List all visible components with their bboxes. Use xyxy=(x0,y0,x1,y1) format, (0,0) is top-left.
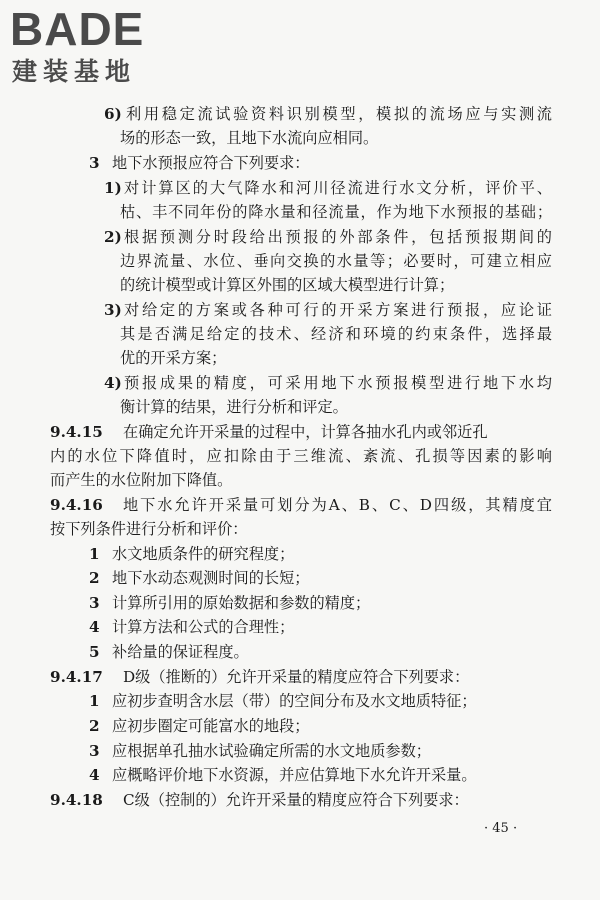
clause-number: 2 xyxy=(89,717,100,735)
clause-number: 6) xyxy=(104,105,122,123)
text-line: 应初步圈定可能富水的地段； xyxy=(112,717,310,735)
text-line: 应初步查明含水层（带）的空间分布及水文地质特征； xyxy=(112,692,477,710)
clause-number: 4 xyxy=(89,618,100,636)
text-line: 枯、丰不同年份的降水量和径流量，作为地下水预报的基础； xyxy=(120,203,553,221)
clause-number: 9.4.18 xyxy=(50,791,103,809)
text-line: C级（控制的）允许开采量的精度应符合下列要求： xyxy=(123,791,469,809)
text-line: 水文地质条件的研究程度； xyxy=(112,545,295,563)
clause-number: 1 xyxy=(89,692,100,710)
text-line: 根据预测分时段给出预报的外部条件，包括预报期间的 xyxy=(124,228,555,246)
clause-number: 3) xyxy=(104,301,122,319)
clause-number: 3 xyxy=(89,594,100,612)
clause-number: 4 xyxy=(89,766,100,784)
clause-number: 2 xyxy=(89,569,100,587)
clause-number: 1 xyxy=(89,545,100,563)
text-line: 计算所引用的原始数据和参数的精度； xyxy=(112,594,371,612)
text-line: 对给定的方案或各种可行的开采方案进行预报，应论证 xyxy=(124,301,555,319)
text-line: 预报成果的精度，可采用地下水预报模型进行地下水均 xyxy=(124,374,555,392)
text-line: 地下水预报应符合下列要求： xyxy=(112,154,310,172)
text-line: 地下水动态观测时间的长短； xyxy=(112,569,310,587)
text-line: 按下列条件进行分析和评价： xyxy=(50,520,248,538)
text-line: D级（推断的）允许开采量的精度应符合下列要求： xyxy=(123,668,470,686)
logo-wordmark: BADE xyxy=(10,3,145,55)
text-line: 补给量的保证程度。 xyxy=(112,643,249,661)
clause-number: 5 xyxy=(89,643,100,661)
text-line: 衡计算的结果，进行分析和评定。 xyxy=(120,398,348,416)
text-line: 场的形态一致，且地下水流向应相同。 xyxy=(120,129,379,147)
text-line: 边界流量、水位、垂向交换的水量等；必要时，可建立相应 xyxy=(120,252,554,270)
page-number: · 45 · xyxy=(484,821,518,836)
text-line: 计算方法和公式的合理性； xyxy=(112,618,295,636)
text-line: 其是否满足给定的技术、经济和环境的约束条件，选择最 xyxy=(120,325,555,343)
text-line: 利用稳定流试验资料识别模型，模拟的流场应与实测流 xyxy=(126,105,555,123)
clause-number: 9.4.15 xyxy=(50,423,103,441)
clause-number: 3 xyxy=(89,154,100,172)
clause-number: 2) xyxy=(104,228,122,246)
text-line: 应概略评价地下水资源，并应估算地下水允许开采量。 xyxy=(112,766,477,784)
text-line: 而产生的水位附加下降值。 xyxy=(50,471,233,489)
text-line: 对计算区的大气降水和河川径流进行水文分析，评价平、 xyxy=(124,179,555,197)
bade-logo xyxy=(10,4,180,88)
text-line: 的统计模型或计算区外围的区域大模型进行计算； xyxy=(120,276,455,294)
text-line: 内的水位下降值时，应扣除由于三维流、紊流、孔损等因素的影响 xyxy=(50,447,555,465)
text-line: 应根据单孔抽水试验确定所需的水文地质参数； xyxy=(112,742,431,760)
clause-number: 9.4.17 xyxy=(50,668,103,686)
logo-subtitle: 建装基地 xyxy=(12,57,137,86)
text-line: 优的开采方案； xyxy=(120,349,227,367)
clause-number: 9.4.16 xyxy=(50,496,103,514)
text-line: 在确定允许开采量的过程中，计算各抽水孔内或邻近孔 xyxy=(123,423,488,441)
clause-number: 1) xyxy=(104,179,122,197)
clause-number: 4) xyxy=(104,374,122,392)
clause-number: 3 xyxy=(89,742,100,760)
text-line: 地下水允许开采量可划分为A、B、C、D四级，其精度宜 xyxy=(123,496,554,514)
